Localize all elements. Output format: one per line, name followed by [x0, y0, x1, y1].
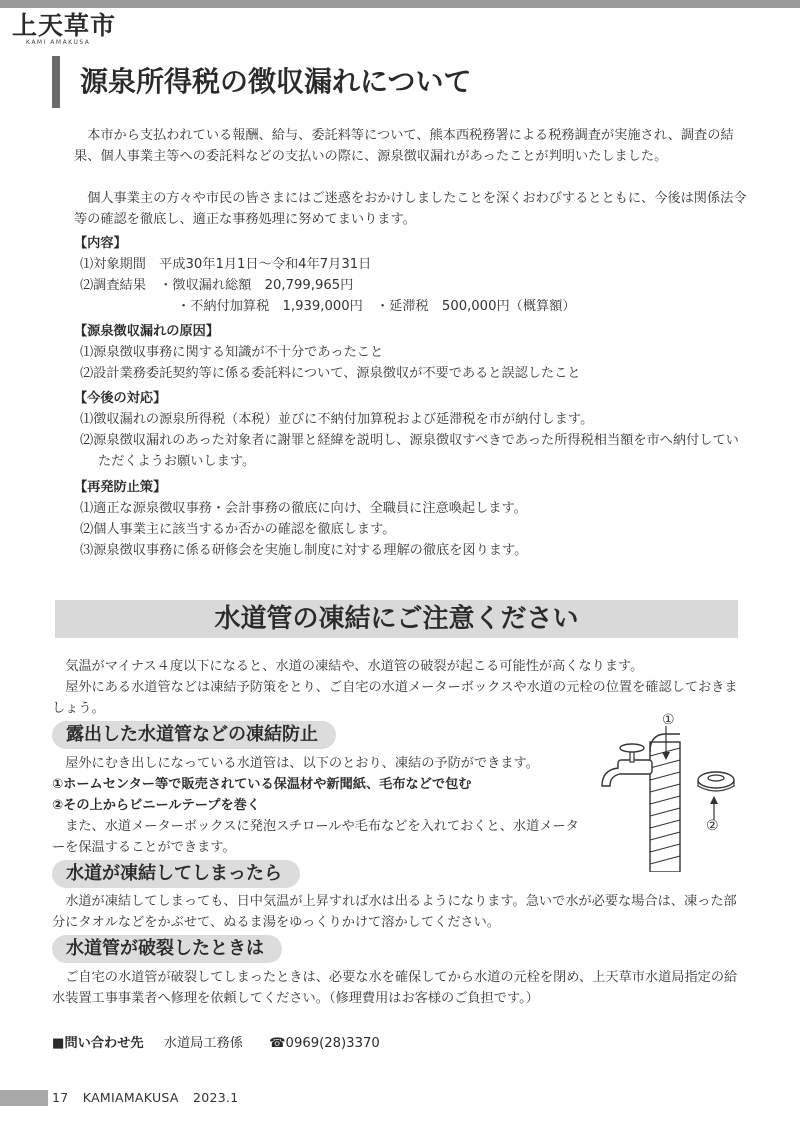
section1-intro-paragraph-2: 個人事業主の方々や市民の皆さまにはご迷惑をおかけしましたことを深くおわびするとともに、今後は関係法令等の確認を徹底し、適正な事務処理に努めてまいります。: [74, 191, 747, 227]
subheading-frozen-water: 水道が凍結してしまったら: [52, 860, 300, 888]
contact-phone: ☎0969(28)3370: [269, 1036, 380, 1051]
burst-pipe-text: ご自宅の水道管が破裂してしまったときは、必要な水を確保してから水道の元栓を閉め、上天草市水道局指定の給水装置工事事業者へ修理を依頼してください。（修理費用はお客様のご負担です。）: [52, 970, 738, 1006]
meter-box-text: また、水道メーターボックスに発泡スチロールや毛布などを入れておくと、水道メーターを保温することができます。: [52, 819, 579, 855]
content-item-period: ⑴対象期間 平成30年1月1日～令和4年7月31日: [80, 257, 372, 272]
faucet-illustration: [596, 712, 738, 872]
page-number: 17: [52, 1090, 69, 1105]
section1-title: 源泉所得税の徴収漏れについて: [52, 56, 742, 108]
frozen-water-text: 水道が凍結してしまっても、日中気温が上昇すれば水は出るようになります。急いで水が必要な場合は、凍った部分にタオルなどをかぶせて、ぬるま湯をゆっくりかけて溶かしてください。: [52, 894, 737, 930]
top-color-bar: [0, 0, 800, 8]
contact-info: [52, 1033, 380, 1054]
section2-intro-paragraph-2: 屋外にある水道管などは凍結予防策をとり、ご自宅の水道メーターボックスや水道の元栓の位置を確認しておきましょう。: [52, 680, 738, 716]
response-item: ⑵源泉徴収漏れのあった対象者に謝罪と経緯を説明し、源泉徴収すべきであった所得税相当額を市へ納付していただくようお願いします。: [80, 433, 739, 469]
content-item-penalty: ・不納付加算税 1,939,000円 ・延滞税 500,000円（概算額）: [177, 299, 576, 314]
footer-color-bar: [0, 1090, 48, 1106]
magazine-name: KAMIAMAKUSA: [82, 1090, 179, 1105]
response-item: ⑴徴収漏れの源泉所得税（本税）並びに不納付加算税および延滞税を市が納付します。: [80, 412, 594, 427]
section1-intro-paragraph-1: 本市から支払われている報酬、給与、委託料等について、熊本西税務署による税務調査が実施され、調査の結果、個人事業主等への委託料などの支払いの際に、源泉徴収漏れがあったことが判明いたしました。: [74, 128, 734, 164]
illustration-label-2: ②: [706, 818, 719, 834]
city-logo: [12, 12, 122, 48]
logo-text: 上天草市: [12, 11, 117, 40]
cause-item: ⑴源泉徴収事務に関する知識が不十分であったこと: [80, 345, 384, 360]
contact-department: 水道局工務係: [163, 1036, 243, 1051]
prevention-item: ⑵個人事業主に該当するか否かの確認を徹底します。: [80, 522, 396, 537]
subheading-burst-pipe: 水道管が破裂したときは: [52, 935, 282, 963]
step-wrap-insulation: ①ホームセンター等で販売されている保温材や新聞紙、毛布などで包む: [52, 777, 472, 792]
page-footer: [52, 1089, 249, 1107]
contact-label: ■問い合わせ先: [52, 1036, 144, 1051]
response-heading: 【今後の対応】: [74, 391, 167, 406]
content-heading: 【内容】: [74, 236, 127, 251]
illustration-label-1: ①: [662, 712, 675, 728]
cause-heading: 【源泉徴収漏れの原因】: [74, 324, 220, 339]
section2-title: 水道管の凍結にご注意ください: [55, 600, 738, 638]
logo-subtext: KAMI AMAKUSA: [26, 39, 91, 46]
subheading-exposed-pipes: 露出した水道管などの凍結防止: [52, 721, 336, 749]
faucet-pipe-icon: [596, 712, 738, 872]
section2-intro-paragraph-1: 気温がマイナス４度以下になると、水道の凍結や、水道管の破裂が起こる可能性が高くなります。: [65, 659, 644, 674]
prevention-item: ⑶源泉徴収事務に係る研修会を実施し制度に対する理解の徹底を図ります。: [80, 543, 528, 558]
cause-item: ⑵設計業務委託契約等に係る委託料について、源泉徴収が不要であると誤認したこと: [80, 366, 581, 381]
issue-date: 2023.1: [193, 1090, 239, 1105]
content-item-result: ⑵調査結果 ・徴収漏れ総額 20,799,965円: [80, 278, 354, 293]
prevention-heading: 【再発防止策】: [74, 480, 167, 495]
prevention-item: ⑴適正な源泉徴収事務・会計事務の徹底に向け、全職員に注意喚起します。: [80, 501, 527, 516]
exposed-pipes-text: 屋外にむき出しになっている水道管は、以下のとおり、凍結の予防ができます。: [65, 756, 539, 771]
step-vinyl-tape: ②その上からビニールテープを巻く: [52, 798, 261, 813]
